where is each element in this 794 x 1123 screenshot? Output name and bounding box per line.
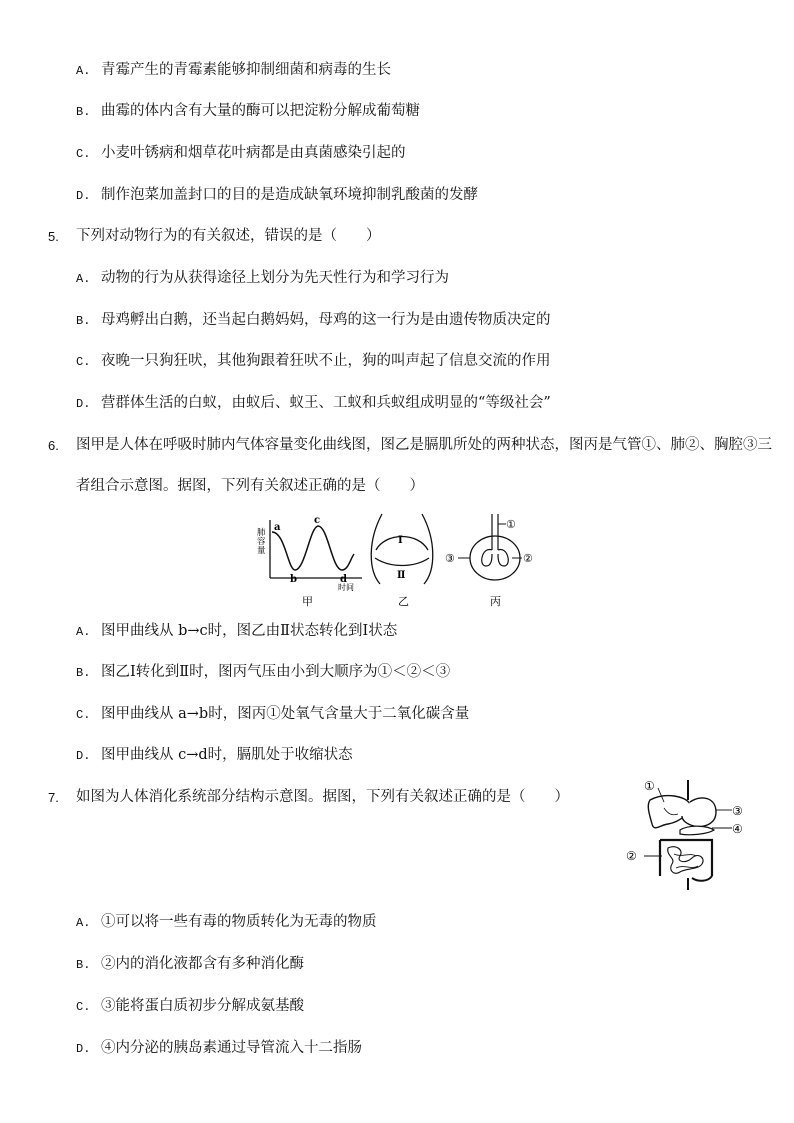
q7-digestive-figure (620, 778, 750, 893)
bing-marker-1: ① (506, 518, 516, 531)
q7-marker-4: ④ (732, 822, 743, 836)
q4-option-b: B. 曲霉的体内含有大量的酶可以把淀粉分解成葡萄糖 (76, 103, 421, 119)
q7-marker-2: ② (626, 849, 637, 863)
option-text: 图乙Ⅰ转化到Ⅱ时，图丙气压由小到大顺序为①＜②＜③ (101, 664, 451, 680)
q6-stem-line2: 者组合示意图。据图，下列有关叙述正确的是（ ） (76, 478, 424, 494)
q5-option-b: B. 母鸡孵出白鹅，还当起白鹅妈妈，母鸡的这一行为是由遗传物质决定的 (76, 312, 551, 328)
option-text: 图甲曲线从 c→d时，膈肌处于收缩状态 (101, 747, 353, 763)
q6-option-b: B. 图乙Ⅰ转化到Ⅱ时，图丙气压由小到大顺序为①＜②＜③ (76, 664, 451, 680)
q6-option-a: A. 图甲曲线从 b→c时，图乙由Ⅱ状态转化到Ⅰ状态 (76, 623, 398, 639)
q7-stem: 如图为人体消化系统部分结构示意图。据图，下列有关叙述正确的是（ ） (76, 789, 569, 805)
q4-option-a: A. 青霉产生的青霉素能够抑制细菌和病毒的生长 (76, 62, 392, 78)
bing-marker-2: ② (523, 552, 533, 565)
q5-option-c: C. 夜晚一只狗狂吠，其他狗跟着狂吠不止，狗的叫声起了信息交流的作用 (76, 353, 551, 369)
option-text: 动物的行为从获得途径上划分为先天性行为和学习行为 (101, 270, 450, 286)
q4-option-d: D. 制作泡菜加盖封口的目的是造成缺氧环境抑制乳酸菌的发酵 (76, 187, 479, 203)
q5-option-d: D. 营群体生活的白蚁，由蚁后、蚁王、工蚁和兵蚁组成明显的“等级社会” (76, 395, 551, 411)
q5-number: 5. (48, 229, 59, 244)
option-text: 图甲曲线从 a→b时，图丙①处氧气含量大于二氧化碳含量 (101, 706, 470, 722)
q4-option-c: C. 小麦叶锈病和烟草花叶病都是由真菌感染引起的 (76, 145, 406, 161)
yi-state-1: Ⅰ (398, 535, 403, 546)
q6-stem-line1: 图甲是人体在呼吸时肺内气体容量变化曲线图，图乙是膈肌所处的两种状态，图丙是气管①、肺②、胸腔③三 (76, 437, 772, 453)
q5-stem: 下列对动物行为的有关叙述，错误的是（ ） (76, 228, 381, 244)
q7-number: 7. (48, 790, 59, 805)
option-text: ①可以将一些有毒的物质转化为无毒的物质 (101, 914, 377, 930)
option-text: 小麦叶锈病和烟草花叶病都是由真菌感染引起的 (101, 145, 406, 161)
option-text: 母鸡孵出白鹅，还当起白鹅妈妈，母鸡的这一行为是由遗传物质决定的 (101, 312, 551, 328)
q7-option-b: B. ②内的消化液都含有多种消化酶 (76, 956, 305, 972)
option-text: ②内的消化液都含有多种消化酶 (101, 956, 305, 972)
jia-point-c: c (314, 515, 321, 526)
q6-option-c: C. 图甲曲线从 a→b时，图丙①处氧气含量大于二氧化碳含量 (76, 706, 470, 722)
q7-option-a: A. ①可以将一些有毒的物质转化为无毒的物质 (76, 914, 377, 930)
option-text: 青霉产生的青霉素能够抑制细菌和病毒的生长 (101, 62, 392, 78)
figure-bing-lungs (445, 514, 533, 608)
jia-ylabel: 肺容量 (257, 528, 266, 556)
option-text: 夜晚一只狗狂吠，其他狗跟着狂吠不止，狗的叫声起了信息交流的作用 (101, 353, 551, 369)
q5-option-a: A. 动物的行为从获得途径上划分为先天性行为和学习行为 (76, 270, 450, 286)
figure-yi-diaphragm (371, 514, 433, 608)
q6-option-d: D. 图甲曲线从 c→d时，膈肌处于收缩状态 (76, 747, 353, 763)
option-text: 营群体生活的白蚁，由蚁后、蚁王、工蚁和兵蚁组成明显的“等级社会” (101, 395, 551, 411)
q7-marker-1: ① (644, 779, 655, 793)
q7-option-c: C. ③能将蛋白质初步分解成氨基酸 (76, 998, 305, 1014)
q6-number: 6. (48, 438, 59, 453)
jia-caption: 甲 (302, 595, 313, 608)
bing-caption: 丙 (490, 595, 501, 608)
q7-option-d: D. ④内分泌的胰岛素通过导管流入十二指肠 (76, 1040, 363, 1056)
option-text: 图甲曲线从 b→c时，图乙由Ⅱ状态转化到Ⅰ状态 (101, 623, 398, 639)
jia-point-b: b (290, 574, 297, 585)
q6-figure (250, 510, 550, 610)
figure-jia-graph (257, 515, 362, 608)
option-text: 曲霉的体内含有大量的酶可以把淀粉分解成葡萄糖 (101, 103, 421, 119)
option-text: ③能将蛋白质初步分解成氨基酸 (101, 998, 305, 1014)
yi-state-2: Ⅱ (397, 570, 406, 581)
jia-point-d: d (340, 574, 347, 585)
option-text: 制作泡菜加盖封口的目的是造成缺氧环境抑制乳酸菌的发酵 (101, 187, 479, 203)
yi-caption: 乙 (398, 595, 409, 608)
bing-marker-3: ③ (445, 552, 455, 565)
q7-marker-3: ③ (732, 804, 743, 818)
jia-xlabel: 时间 (338, 583, 354, 592)
jia-point-a: a (274, 522, 281, 533)
option-text: ④内分泌的胰岛素通过导管流入十二指肠 (101, 1040, 363, 1056)
